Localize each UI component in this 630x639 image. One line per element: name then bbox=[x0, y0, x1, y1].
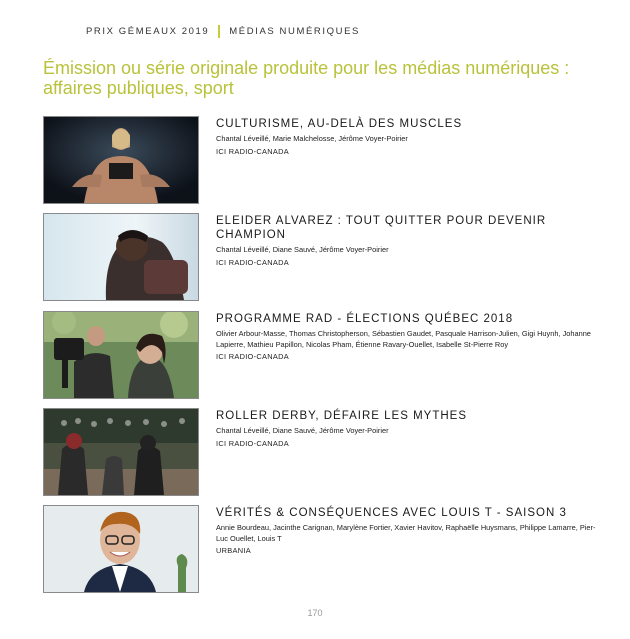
page-number: 170 bbox=[307, 608, 323, 618]
entry-1-title: CULTURISME, AU-DELÀ DES MUSCLES bbox=[216, 118, 463, 130]
entry-2-photo bbox=[43, 213, 199, 301]
header-publication: PRIX GÉMEAUX 2019 bbox=[86, 26, 210, 37]
entry-3-photo bbox=[43, 311, 199, 399]
entry-4 bbox=[43, 408, 603, 496]
entry-3-broadcaster: ICI RADIO-CANADA bbox=[216, 352, 289, 361]
entry-5-title: VÉRITÉS & CONSÉQUENCES AVEC LOUIS T - SAISON 3 bbox=[216, 507, 567, 519]
entry-5-broadcaster: URBANIA bbox=[216, 546, 251, 555]
entry-5-photo bbox=[43, 505, 199, 593]
header-separator bbox=[218, 25, 220, 38]
entry-1-credits: Chantal Léveillé, Marie Malchelosse, Jérôme Voyer-Poirier bbox=[216, 134, 408, 143]
page-header bbox=[86, 25, 360, 38]
entry-4-broadcaster: ICI RADIO-CANADA bbox=[216, 438, 289, 448]
entry-2-title: ELEIDER ALVAREZ : TOUT QUITTER POUR DEVENIR CHAMPION bbox=[216, 215, 547, 241]
entry-1-broadcaster: ICI RADIO-CANADA bbox=[216, 146, 289, 156]
entry-3 bbox=[43, 311, 603, 399]
header-section: MÉDIAS NUMÉRIQUES bbox=[229, 26, 360, 37]
entry-4-credits: Chantal Léveillé, Diane Sauvé, Jérôme Voyer-Poirier bbox=[216, 426, 389, 435]
entry-3-title: PROGRAMME RAD - ÉLECTIONS QUÉBEC 2018 bbox=[216, 313, 514, 325]
entry-4-title: ROLLER DERBY, DÉFAIRE LES MYTHES bbox=[216, 410, 467, 422]
entry-1-photo bbox=[43, 116, 199, 204]
entry-2 bbox=[43, 213, 603, 301]
entry-3-credits: Olivier Arbour-Masse, Thomas Christopherson, Sébastien Gaudet, Pasquale Harrison-Julien, Gigi Huynh, Johanne Lapierre, Mathieu Papillon, Nicolas Pham, Étienne Ravary-Ouellet, Isabelle St-Pierre Roy bbox=[216, 329, 591, 349]
entry-5 bbox=[43, 505, 603, 593]
section-title: Émission ou série originale produite pour les médias numériques : affaires publiques, sport bbox=[43, 58, 570, 98]
entry-1 bbox=[43, 116, 603, 204]
entry-2-broadcaster: ICI RADIO-CANADA bbox=[216, 257, 289, 267]
entry-4-photo bbox=[43, 408, 199, 496]
entry-5-credits: Annie Bourdeau, Jacinthe Carignan, Marylène Fortier, Xavier Havitov, Raphaëlle Huysmans, Philippe Lamarre, Pier-Luc Ouellet, Louis T bbox=[216, 523, 596, 543]
entry-2-credits: Chantal Léveillé, Diane Sauvé, Jérôme Voyer-Poirier bbox=[216, 245, 389, 254]
